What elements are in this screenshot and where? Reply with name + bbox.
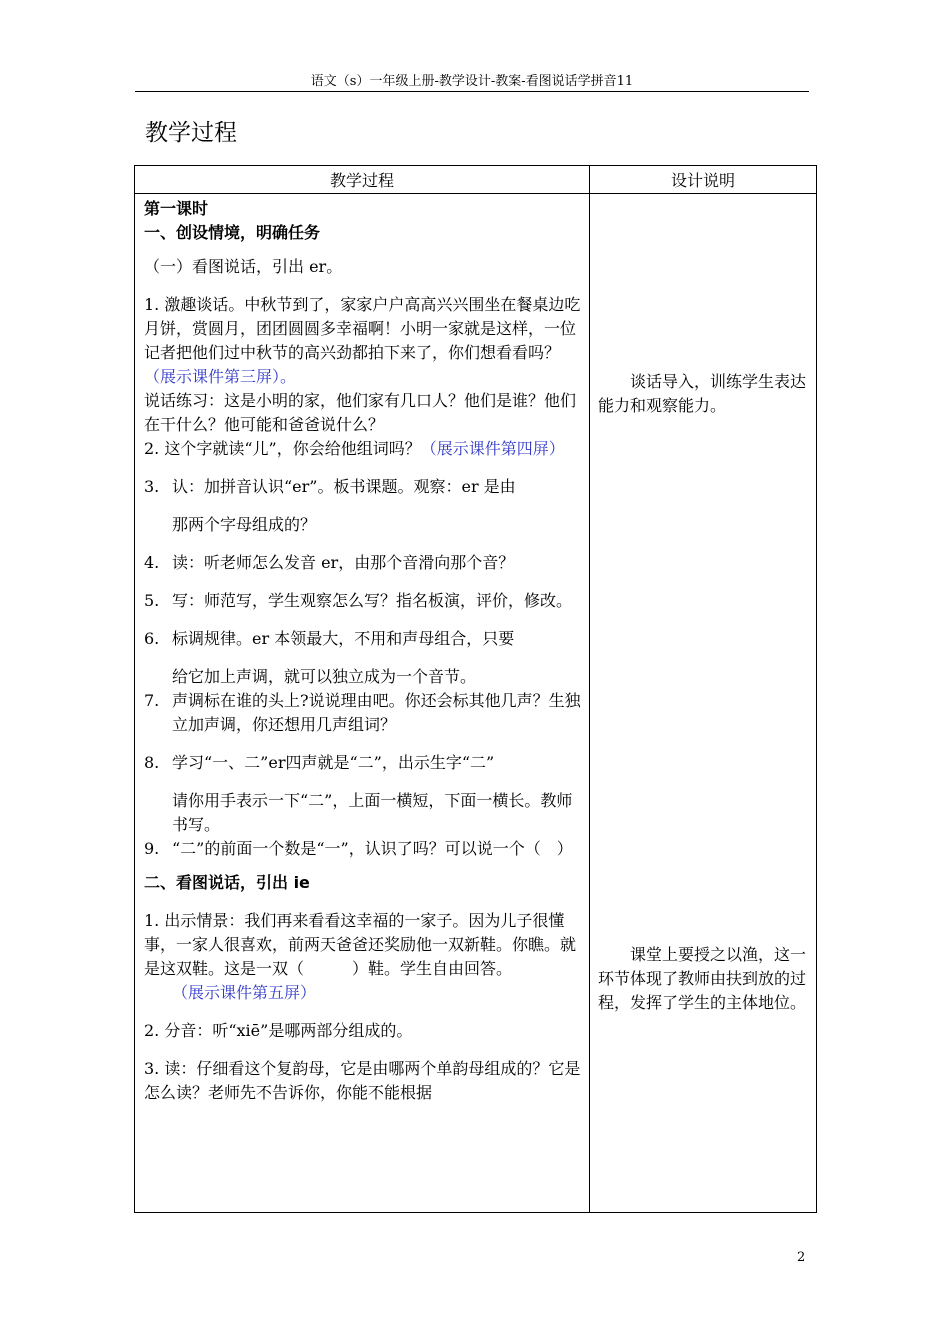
part2-step-2: 2. 分音：听“xiē”是哪两部分组成的。 bbox=[144, 1021, 413, 1040]
step-4: 4. 读：听老师怎么发音 er，由那个音滑向那个音？ bbox=[144, 553, 515, 572]
step-1-text: 1. 激趣谈话。中秋节到了，家家户户高高兴兴围坐在餐桌边吃月饼，赏圆月，团团圆圆多幸福啊！小明一家就是这样，一位记者把他们过中秋节的高兴劲都拍下来了，你们想看看吗？ bbox=[144, 295, 593, 362]
courseware-ref-5: （展示课件第五屏） bbox=[172, 983, 317, 1002]
step-8-cont: 请你用手表示一下“二”，上面一横短，下面一横长。教师书写。 bbox=[172, 791, 573, 834]
table-body-row bbox=[135, 194, 817, 1213]
page-header: 语文（s）一年级上册-教学设计-教案-看图说话学拼音11 bbox=[135, 70, 809, 92]
part1-subtitle: （一）看图说话，引出 er。 bbox=[144, 257, 343, 276]
courseware-ref-4: （展示课件第四屏） bbox=[420, 439, 565, 458]
courseware-ref-3: （展示课件第三屏）。 bbox=[144, 367, 297, 386]
step-3-cont: 那两个字母组成的？ bbox=[172, 515, 317, 534]
part2-step-1: 1. 出示情景：我们再来看看这幸福的一家子。因为儿子很懂事，一家人很喜欢，前两天爸爸还奖励他一双新鞋。你瞧。就是这双鞋。这是一双（ ）鞋。学生自由回答。 bbox=[144, 911, 577, 978]
step-2-text: 2. 这个字就读“儿”，你会给他组词吗？ bbox=[144, 439, 421, 458]
design-note-2: 课堂上要授之以渔，这一环节体现了教师由扶到放的过程，发挥了学生的主体地位。 bbox=[598, 945, 807, 1012]
step-6: 6. 标调规律。er 本领最大，不用和声母组合，只要 bbox=[144, 629, 515, 648]
col-header-process: 教学过程 bbox=[135, 166, 590, 194]
page-number: 2 bbox=[797, 1250, 806, 1265]
step-7: 7. 声调标在谁的头上?说说理由吧。你还会标其他几声？生独立加声调，你还想用几声组词？ bbox=[144, 691, 581, 734]
table-header-row bbox=[135, 166, 817, 194]
lesson-table bbox=[134, 165, 817, 1213]
col-header-notes: 设计说明 bbox=[590, 166, 817, 194]
design-note-1: 谈话导入，训练学生表达能力和观察能力。 bbox=[598, 372, 807, 415]
lesson-label: 第一课时 bbox=[144, 199, 209, 218]
notes-cell bbox=[590, 194, 817, 1213]
step-5: 5. 写：师范写，学生观察怎么写？指名板演，评价，修改。 bbox=[144, 591, 573, 610]
part2-step-3: 3. 读：仔细看这个复韵母，它是由哪两个单韵母组成的？它是怎么读？老师先不告诉你，你能不能根据 bbox=[144, 1059, 581, 1102]
section-title: 教学过程 bbox=[145, 120, 237, 146]
step-9: 9. “二”的前面一个数是“一”，认识了吗？可以说一个（ ） bbox=[144, 839, 573, 858]
process-cell bbox=[135, 194, 593, 1213]
step-8: 8. 学习“一、二”er四声就是“二”，出示生字“二” bbox=[144, 753, 495, 772]
speaking-practice: 说话练习：这是小明的家，他们家有几口人？他们是谁？他们在干什么？他可能和爸爸说什么？ bbox=[144, 391, 577, 434]
step-1 bbox=[144, 293, 593, 389]
step-3: 3. 认：加拼音认识“er”。板书课题。观察：er 是由 bbox=[144, 477, 516, 496]
step-6-cont: 给它加上声调，就可以独立成为一个音节。 bbox=[172, 667, 477, 686]
part1-title: 一、创设情境，明确任务 bbox=[144, 223, 321, 242]
step-2 bbox=[144, 437, 581, 461]
part2-title: 二、看图说话，引出 ie bbox=[144, 873, 310, 892]
